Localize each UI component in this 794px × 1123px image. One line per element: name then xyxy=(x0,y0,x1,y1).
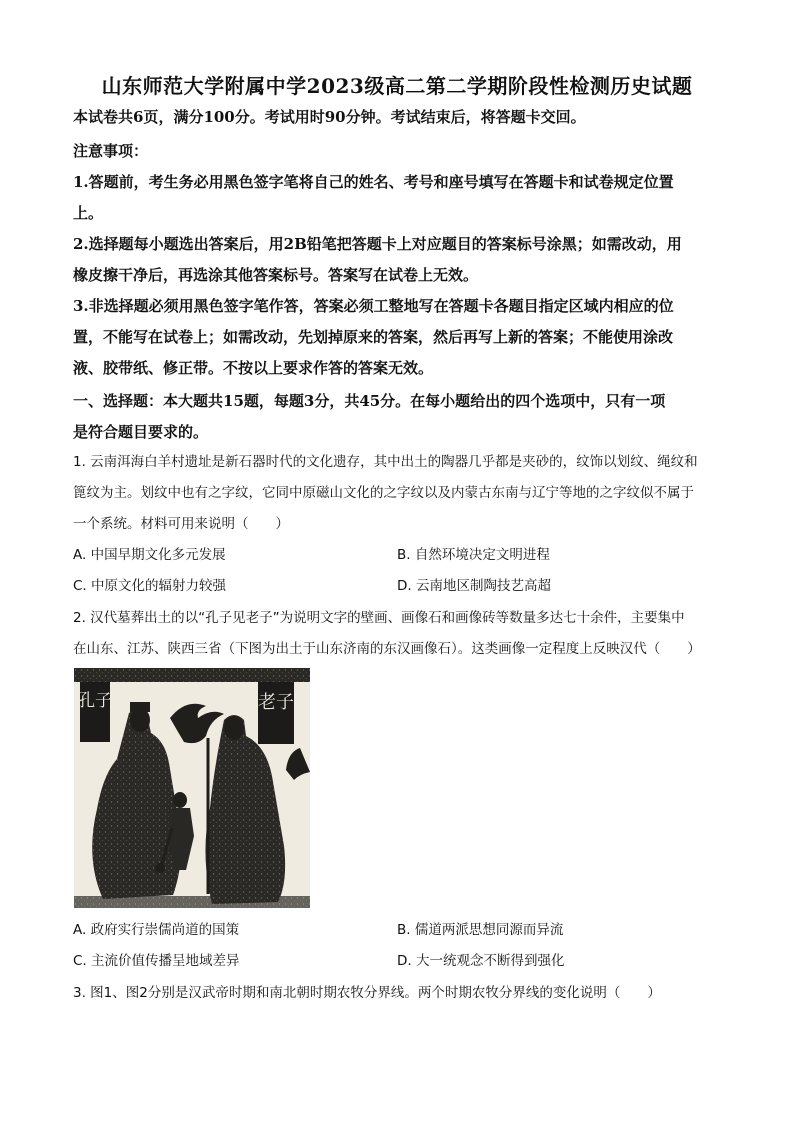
q1-option-d: D. 云南地区制陶技艺高超 xyxy=(397,578,551,594)
note-1-line-1: 1.答题前，考生务必用黑色签字笔将自己的姓名、考号和座号填写在答题卡和试卷规定位置 xyxy=(73,173,674,191)
q2-stem-line-1: 2. 汉代墓葬出土的以“孔子见老子”为说明文字的壁画、画像石和画像砖等数量多达七十余件，主要集中 xyxy=(73,610,685,626)
note-2-line-2: 橡皮擦干净后，再选涂其他答案标号。答案写在试卷上无效。 xyxy=(73,266,479,284)
q1-option-a: A. 中国早期文化多元发展 xyxy=(73,547,226,563)
q1-stem-line-3: 一个系统。材料可用来说明（ ） xyxy=(73,516,289,532)
note-3-line-2: 置，不能写在试卷上；如需改动，先划掉原来的答案，然后再写上新的答案；不能使用涂改 xyxy=(73,328,674,346)
q1-option-c: C. 中原文化的辐射力较强 xyxy=(73,578,227,594)
q2-option-d: D. 大一统观念不断得到强化 xyxy=(397,953,565,969)
label-kongzi-1: 孔子 xyxy=(78,691,112,711)
q2-stem-line-2: 在山东、江苏、陕西三省（下图为出土于山东济南的东汉画像石）。这类画像一定程度上反映汉代（ ） xyxy=(73,641,701,657)
q1-option-b: B. 自然环境决定文明进程 xyxy=(397,547,550,563)
section-heading-line-1: 一、选择题：本大题共15题，每题3分，共45分。在每小题给出的四个选项中，只有一项 xyxy=(73,392,666,410)
q2-option-c: C. 主流价值传播呈地域差异 xyxy=(73,953,240,969)
stone-relief-image xyxy=(74,668,310,908)
q1-stem-line-1: 1. 云南洱海白羊村遗址是新石器时代的文化遗存，其中出土的陶器几乎都是夹砂的，纹饰以划纹、绳纹和 xyxy=(73,454,698,470)
q2-option-b: B. 儒道两派思想同源而异流 xyxy=(397,922,564,938)
note-3-line-3: 液、胶带纸、修正带。不按以上要求作答的答案无效。 xyxy=(73,359,434,377)
note-2-line-1: 2.选择题每小题选出答案后，用2B铅笔把答题卡上对应题目的答案标号涂黑；如需改动，用 xyxy=(73,235,682,253)
note-3-line-1: 3.非选择题必须用黑色签字笔作答，答案必须工整地写在答题卡各题目指定区域内相应的位 xyxy=(73,297,674,315)
q2-option-a: A. 政府实行崇儒尚道的国策 xyxy=(73,922,240,938)
label-laozi: 老子 xyxy=(258,692,294,713)
section-heading-line-2: 是符合题目要求的。 xyxy=(73,423,209,441)
exam-intro: 本试卷共6页，满分100分。考试用时90分钟。考试结束后，将答题卡交回。 xyxy=(73,108,586,126)
notes-heading: 注意事项： xyxy=(73,142,149,160)
q1-stem-line-2: 篦纹为主。划纹中也有之字纹，它同中原磁山文化的之字纹以及内蒙古东南与辽宁等地的之字纹似不属于 xyxy=(73,485,694,501)
exam-title: 山东师范大学附属中学2023级高二第二学期阶段性检测历史试题 xyxy=(101,74,693,98)
q3-stem-line-1: 3. 图1、图2分别是汉武帝时期和南北朝时期农牧分界线。两个时期农牧分界线的变化说明（ ） xyxy=(73,985,661,1001)
note-1-line-2: 上。 xyxy=(73,204,104,222)
